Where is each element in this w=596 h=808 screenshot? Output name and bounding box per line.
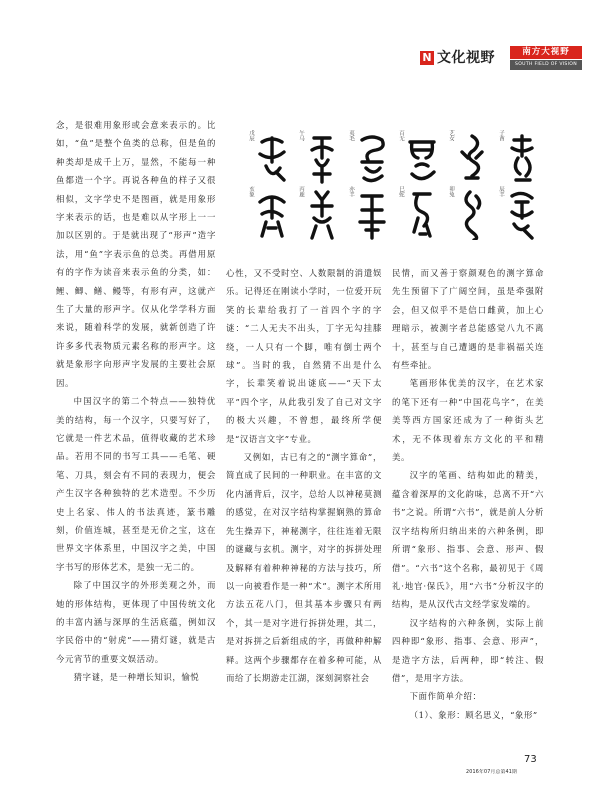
- n-logo-icon: N: [420, 51, 434, 65]
- glyph-caption: 艺女: [448, 130, 454, 141]
- page-number: 73: [524, 754, 537, 765]
- paragraph: 除了中国汉字的外形美观之外，而她的形体结构，更体现了中国传统文化的丰富内涵与深厚的生活底蕴，例如汉字民俗中的“射虎”——猜灯谜，就是古今元宵节的重要文娱活动。: [56, 580, 216, 664]
- paragraph: 汉字结构的六种条例，实际上前四种即“象形、指事、会意、形声”，是造字方法，后两种，即“转注、假借”，是用字方法。: [392, 617, 544, 683]
- seal-glyph-yi-nv-icon: [448, 130, 488, 184]
- section-title: 文化视野: [437, 50, 495, 66]
- seal-glyph-zi-icon: [498, 130, 538, 184]
- paragraph: 汉字的笔画、结构如此的精美，蕴含着深厚的文化韵味，总离不开“六书”之说。所谓“六书”，就是前人分析汉字结构所归纳出来的六种条例，即所谓“象形、指事、会意、形声、假借”。“六书”这个名称，最初见于《周礼·地官·保氏》，用“六书”分析汉字的结构，是从汉代古文经学家发端的。: [392, 470, 544, 610]
- paragraph: （1）、象形：顾名思义，“象形”: [409, 709, 538, 720]
- seal-glyph-wu-horse-icon: [298, 130, 338, 184]
- paragraph: 又例如，古已有之的“测字算命”，简直成了民间的一种职业。在丰富的文化内涵背后，汉字，总给人以神秘莫测的感觉，在对汉字结构掌握娴熟的算命先生操弄下，神秘测字，往往连着无限的谜藏与玄机。测字，对字的拆拼处理及解释有着种种神秘的方法与技巧，所以一向被看作是一种“术”。测字术所用方法五花八门，但其基本步骤只有两个，其一是对字进行拆拼处理，其二，是对拆拼之后新组成的字，再做种种解释。这两个步骤都存在着多种可能，从而给了长期游走江湖，深刻洞察社会: [226, 452, 382, 683]
- paragraph: 民情，而又善于察颜观色的测字算命先生预留下了广阔空间，虽是牵强附会，但又似乎不是信口雌黄，加上心理暗示，被测字者总能感觉八九不离十，甚至与自己遭遇的是非祸福关连有些牵扯。: [392, 268, 544, 371]
- seal-glyph-si-icon: [398, 186, 438, 240]
- paragraph: 中国汉字的第二个特点——独特优美的结构，每一个汉字，只要写好了，它就是一件艺术品，值得收藏的艺术珍品。若用不同的书写工具——毛笔、硬笔、刀具，刻会有不同的表现力，便会产生汉字各种独特的艺术造型。不少历史上名家、伟人的书法真迹，篆书雕刻，价值连城，甚至是无价之宝，这在世界文字体系里，中国汉字之美，中国字书写的形体艺术，是独一无二的。: [56, 396, 216, 572]
- text-column-middle: [226, 264, 382, 687]
- paragraph: 念，是很难用象形或会意来表示的。比如，“鱼”是整个鱼类的总称，但是鱼的种类却是成千上万，显然，不能每一种鱼都造一个字。再说各种鱼的样子又很相似，文字学史不是图画，就是用象形字来表示的话，也是难以从字形上一一加以区别的。于是就出现了“形声”造字法，用“鱼”字表示鱼的总类。再借用原有的字作为读音来表示鱼的分类，如：鲤、鲫、鳝、鳗等，有形有声，这就产生了大量的形声字。仅从化学学科方面来说，随着科学的发展，就新创造了许许多多代表物质元素名称的形声字。这就是象形字向形声字发展的主要社会原因。: [56, 120, 216, 388]
- glyph-caption: 午马: [298, 130, 304, 141]
- column-header: [420, 46, 582, 70]
- glyph-caption: 戊辰: [248, 130, 254, 141]
- glyph-caption: 卯兔: [448, 186, 454, 197]
- seal-glyph-bai-icon: [398, 130, 438, 184]
- seal-glyph-chen-icon: [498, 186, 538, 240]
- magazine-name: 南方大视野: [510, 46, 582, 59]
- paragraph: 下面作简单介绍：: [409, 691, 482, 702]
- issue-info: 2016年07月总第41期: [466, 770, 518, 775]
- paragraph: 笔画形体优美的汉字，在艺术家的笔下还有一种“中国花鸟字”，在美美等西方国家还成为了一种街头艺术，无不体现着东方文化的平和精美。: [392, 378, 544, 463]
- seal-script-figure: [226, 122, 546, 248]
- seal-glyph-yi-icon: [348, 130, 388, 184]
- paragraph: 心性，又不受时空、人数限制的消遣娱乐。记得还在刚读小学时，一位爱开玩笑的长辈给我打了一首四个字的字谜：“二人无夫不出头，丁字无勾挂膝绕，一人只有一个脚，唯有倒士两个球”。当时的我，自然猜不出是什么字，长辈笑着说出谜底——“天下太平”四个字，从此我引发了自己对文字的极大兴趣，不曾想，最终所学便是“汉语言文字”专业。: [226, 268, 382, 444]
- text-column-right: [392, 264, 544, 724]
- glyph-caption: 丙鹿: [298, 186, 304, 197]
- glyph-caption: 子酋: [498, 130, 504, 141]
- seal-glyph-wu-icon: [248, 130, 288, 184]
- glyph-caption: 百无: [398, 130, 404, 141]
- seal-glyph-bing-icon: [298, 186, 338, 240]
- glyph-caption: 巳蛇: [398, 186, 404, 197]
- magazine-english-name: SOUTH FIELD OF VISION: [510, 60, 582, 70]
- magazine-badge: [510, 46, 582, 70]
- seal-glyph-hai-icon: [248, 186, 288, 240]
- glyph-caption: 亦羊: [348, 186, 354, 197]
- paragraph: 猜字谜，是一种增长知识，愉悦: [73, 672, 200, 683]
- glyph-caption: 辰羊: [498, 186, 504, 197]
- glyph-caption: 夷毛: [348, 130, 354, 141]
- seal-glyph-mao-icon: [448, 186, 488, 240]
- glyph-caption: 亥象: [248, 186, 254, 197]
- text-column-left: [56, 116, 216, 687]
- seal-glyph-yi-yang-icon: [348, 186, 388, 240]
